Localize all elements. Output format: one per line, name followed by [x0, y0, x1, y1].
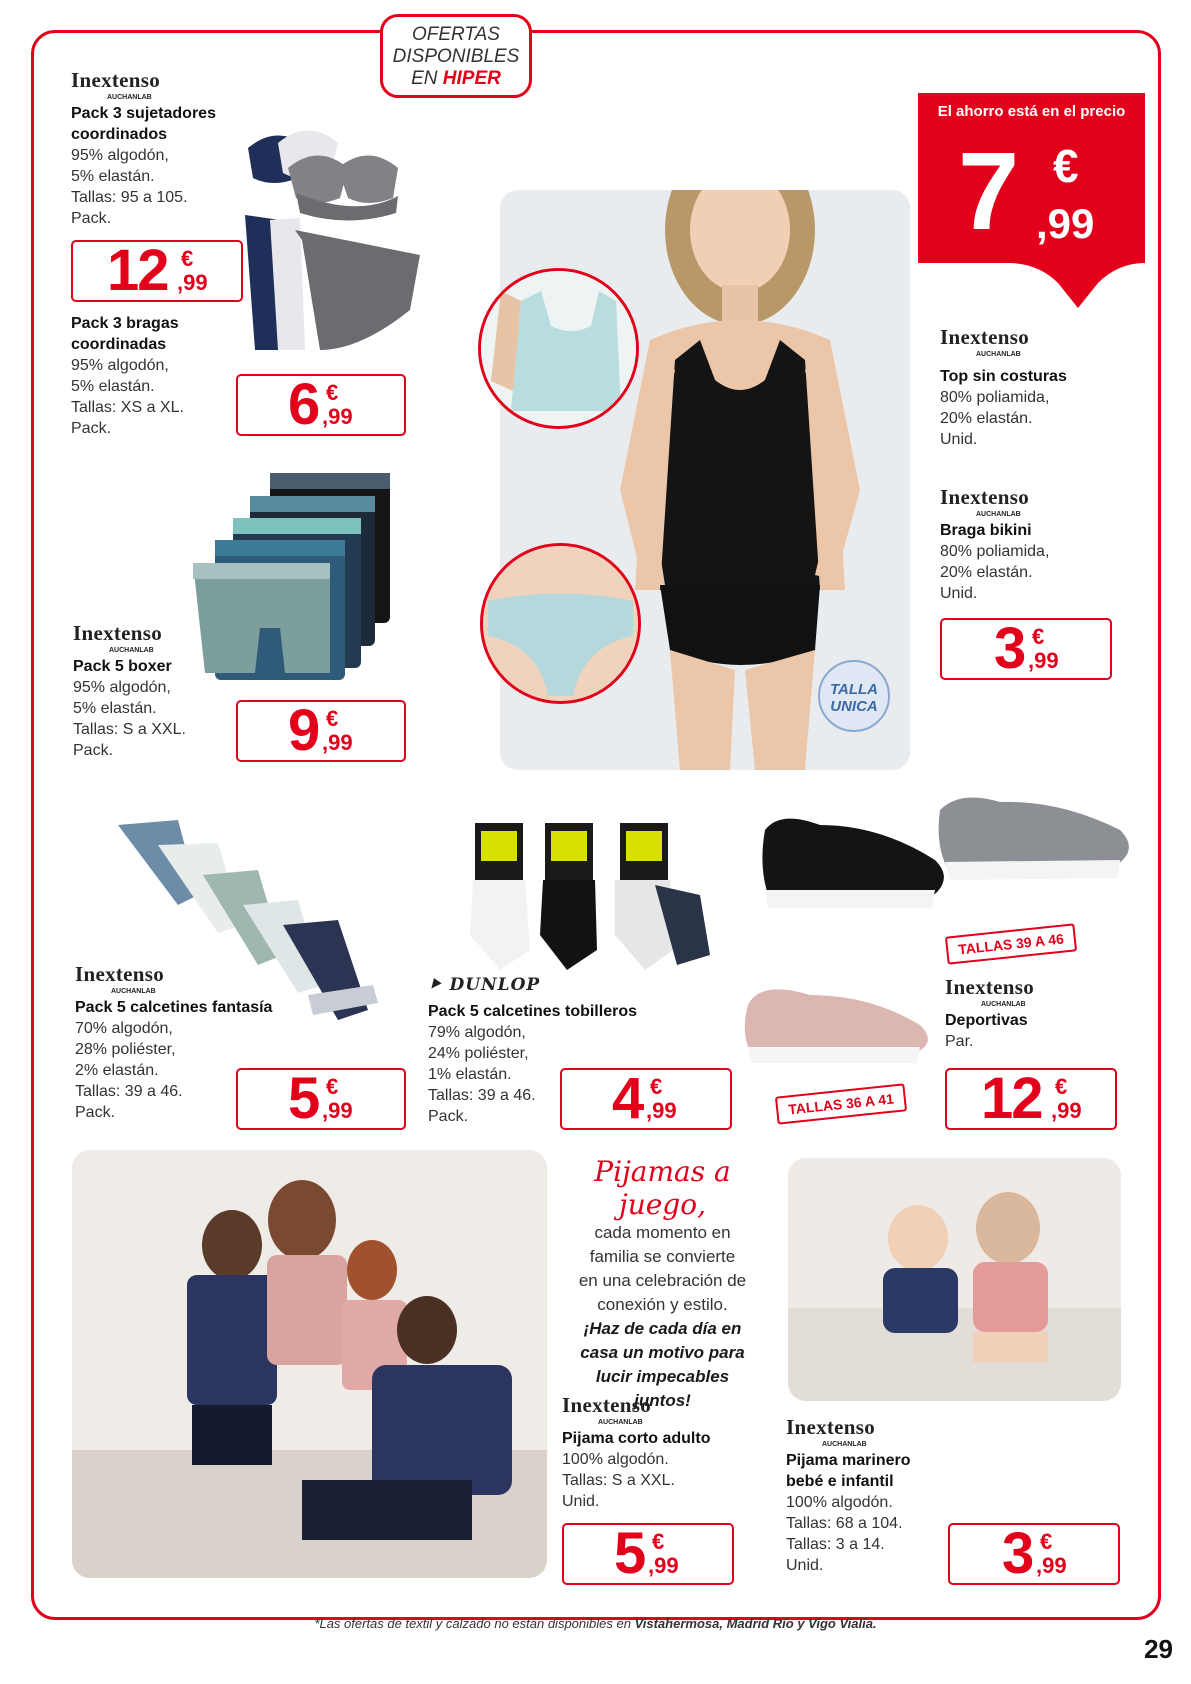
price-box — [71, 240, 243, 302]
product-desc: 1% elastán. — [428, 1066, 512, 1083]
footnote-stores: Vistahermosa, Madrid Río y Vigo Vialia. — [634, 1616, 877, 1631]
pijamas-bold-line: ¡Haz de cada día en — [583, 1319, 742, 1338]
dunlop-logo — [428, 975, 688, 995]
ofertas-badge — [380, 14, 532, 98]
family-illustration — [72, 1150, 547, 1578]
euro-symbol: € — [1032, 624, 1045, 649]
dunlop-arrow-icon: ⯈ — [428, 975, 443, 995]
price-decimal: ,99 — [177, 270, 208, 295]
brand-logo: Inextenso — [786, 1415, 876, 1439]
ahorro-price-banner — [918, 93, 1145, 313]
product-desc: Tallas: 95 a 105. — [71, 189, 188, 206]
euro-symbol: € — [1053, 140, 1079, 192]
black-grey-sneakers-image — [760, 790, 1140, 920]
product-desc: Pack. — [73, 742, 114, 759]
top-detail-image — [481, 271, 636, 426]
brand-logo: Inextenso — [940, 485, 1030, 509]
auchanlab-logo: AUCHANLAB — [976, 351, 1021, 358]
price-box — [945, 1068, 1117, 1130]
price-integer: 3 — [994, 616, 1025, 681]
price-integer: 5 — [288, 1066, 319, 1131]
ankle-socks-image — [455, 815, 725, 975]
pijamas-line: en una celebración de — [578, 1271, 747, 1290]
product-desc: 95% algodón, — [71, 357, 169, 374]
product-desc: 80% poliamida, — [940, 543, 1050, 560]
euro-symbol: € — [1040, 1529, 1053, 1554]
pijamas-heading: Pijamas a juego, — [594, 1155, 731, 1221]
family-photo — [72, 1150, 547, 1578]
product-desc: Tallas: 39 a 46. — [75, 1083, 183, 1100]
brand-logo: Inextenso — [562, 1393, 652, 1417]
ofertas-line1: OFERTAS — [412, 24, 500, 45]
auchanlab-logo: AUCHANLAB — [598, 1419, 643, 1426]
product-title: Braga bikini — [940, 522, 1032, 539]
product-desc: Tallas: 39 a 46. — [428, 1087, 536, 1104]
price-decimal: ,99 — [646, 1098, 677, 1123]
product-desc: Tallas: XS a XL. — [71, 399, 184, 416]
product-title: Pack 3 sujetadores coordinados — [71, 105, 216, 143]
price-box — [948, 1523, 1120, 1585]
product-title: Pack 3 bragas coordinadas — [71, 315, 179, 353]
product-desc: 100% algodón. — [562, 1451, 669, 1468]
dunlop-brand: DUNLOP — [449, 975, 541, 995]
auchanlab-logo: AUCHANLAB — [976, 511, 1021, 518]
ofertas-hiper: HIPER — [442, 68, 501, 89]
pijamas-promo-text — [555, 1155, 770, 1413]
product-desc: Pack. — [71, 420, 112, 437]
pijamas-line: familia se convierte — [589, 1247, 736, 1266]
product-pijama-adulto — [562, 1393, 762, 1512]
product-desc: 5% elastán. — [71, 378, 155, 395]
price-decimal: ,99 — [322, 730, 353, 755]
price-integer: 9 — [288, 698, 319, 763]
euro-symbol: € — [326, 706, 339, 731]
price-integer: 7 — [958, 130, 1020, 253]
auchanlab-logo: AUCHANLAB — [109, 647, 154, 654]
product-desc: 5% elastán. — [73, 700, 157, 717]
pijamas-bold-line: juntos! — [634, 1391, 691, 1410]
product-title: Pijama corto adulto — [562, 1430, 711, 1447]
brand-logo: Inextenso — [940, 325, 1030, 349]
price-box — [940, 618, 1112, 680]
product-bikini — [940, 485, 1150, 604]
auchanlab-logo: AUCHANLAB — [822, 1441, 867, 1448]
product-desc: Unid. — [562, 1493, 600, 1510]
price-decimal: ,99 — [1028, 648, 1059, 673]
product-desc: 5% elastán. — [71, 168, 155, 185]
baby-photo — [788, 1158, 1121, 1401]
product-desc: Unid. — [940, 585, 978, 602]
product-desc: Pack. — [428, 1108, 469, 1125]
product-desc: 79% algodón, — [428, 1024, 526, 1041]
brand-logo: Inextenso — [945, 975, 1035, 999]
ahorro-text: El ahorro está en el precio — [937, 103, 1126, 120]
product-desc: Tallas: 3 a 14. — [786, 1536, 885, 1553]
tallas-tag-36-41: TALLAS 36 A 41 — [775, 1083, 907, 1124]
panties-image — [240, 210, 430, 360]
product-title: Pack 5 calcetines tobilleros — [428, 1003, 637, 1020]
pink-sneaker-image — [740, 955, 940, 1065]
euro-symbol: € — [652, 1529, 665, 1554]
product-desc: Unid. — [786, 1557, 824, 1574]
product-desc: 20% elastán. — [940, 564, 1033, 581]
price-integer: 5 — [614, 1521, 645, 1586]
euro-symbol: € — [181, 246, 194, 271]
brand-logo: Inextenso — [73, 621, 163, 645]
product-boxer — [73, 621, 253, 761]
product-bras — [71, 68, 251, 229]
bikini-detail-image — [483, 546, 638, 701]
price-integer: 3 — [1002, 1521, 1033, 1586]
footnote-text: *Las ofertas de textil y calzado no están disponibles en — [314, 1616, 635, 1631]
pijamas-line: cada momento en — [594, 1223, 731, 1242]
price-box — [236, 374, 406, 436]
product-desc: 100% algodón. — [786, 1494, 893, 1511]
price-integer: 6 — [288, 372, 319, 437]
price-box — [560, 1068, 732, 1130]
pijamas-bold-line: lucir impecables — [595, 1367, 730, 1386]
auchanlab-logo: AUCHANLAB — [107, 94, 152, 101]
product-desc: 20% elastán. — [940, 410, 1033, 427]
page-number: 29 — [1144, 1634, 1173, 1664]
price-integer: 12 — [107, 238, 168, 303]
product-desc: Pack. — [75, 1104, 116, 1121]
product-desc: Par. — [945, 1033, 974, 1050]
price-decimal: ,99 — [322, 404, 353, 429]
product-deportivas — [945, 975, 1145, 1052]
price-box — [562, 1523, 734, 1585]
product-bragas — [71, 313, 251, 439]
brand-logo: Inextenso — [75, 962, 165, 986]
product-top — [940, 325, 1150, 450]
auchanlab-logo: AUCHANLAB — [981, 1001, 1026, 1008]
footnote — [0, 1616, 1191, 1631]
product-desc: 28% poliéster, — [75, 1041, 176, 1058]
tallas-tag-39-46: TALLAS 39 A 46 — [945, 923, 1077, 964]
product-title: Deportivas — [945, 1012, 1028, 1029]
pijamas-bold-line: casa un motivo para — [580, 1343, 745, 1362]
product-title: bebé e infantil — [786, 1473, 894, 1490]
price-decimal: ,99 — [1036, 200, 1095, 247]
product-desc: Tallas: S a XXL. — [73, 721, 186, 738]
product-desc: 2% elastán. — [75, 1062, 159, 1079]
brand-logo: Inextenso — [71, 68, 161, 92]
product-desc: 95% algodón, — [71, 147, 169, 164]
euro-symbol: € — [326, 1074, 339, 1099]
baby-illustration — [788, 1158, 1121, 1401]
ahorro-banner-shape — [918, 93, 1145, 313]
price-integer: 12 — [981, 1066, 1042, 1131]
ofertas-en: EN — [411, 68, 438, 89]
euro-symbol: € — [326, 380, 339, 405]
ofertas-line2: DISPONIBLES — [392, 46, 520, 67]
product-title: Top sin costuras — [940, 368, 1067, 385]
bikini-detail-circle — [480, 543, 641, 704]
price-integer: 4 — [612, 1066, 643, 1131]
product-desc: Tallas: S a XXL. — [562, 1472, 675, 1489]
product-desc: Pack. — [71, 210, 112, 227]
price-box — [236, 1068, 406, 1130]
product-desc: Unid. — [940, 431, 978, 448]
pijamas-line: conexión y estilo. — [597, 1295, 728, 1314]
talla-unica-line1: TALLA — [829, 681, 879, 698]
product-desc: 24% poliéster, — [428, 1045, 529, 1062]
product-title: Pack 5 boxer — [73, 658, 172, 675]
talla-unica-line2: UNICA — [830, 698, 878, 715]
top-detail-circle — [478, 268, 639, 429]
product-desc: 70% algodón, — [75, 1020, 173, 1037]
talla-unica-badge — [818, 660, 890, 732]
price-decimal: ,99 — [1036, 1553, 1067, 1578]
price-box — [236, 700, 406, 762]
auchanlab-logo: AUCHANLAB — [111, 988, 156, 995]
product-title: Pijama marinero — [786, 1452, 911, 1469]
product-desc: 95% algodón, — [73, 679, 171, 696]
product-title: Pack 5 calcetines fantasía — [75, 999, 273, 1016]
price-decimal: ,99 — [322, 1098, 353, 1123]
product-desc: 80% poliamida, — [940, 389, 1050, 406]
product-desc: Tallas: 68 a 104. — [786, 1515, 903, 1532]
euro-symbol: € — [1055, 1074, 1068, 1099]
euro-symbol: € — [650, 1074, 663, 1099]
price-decimal: ,99 — [1051, 1098, 1082, 1123]
price-decimal: ,99 — [648, 1553, 679, 1578]
